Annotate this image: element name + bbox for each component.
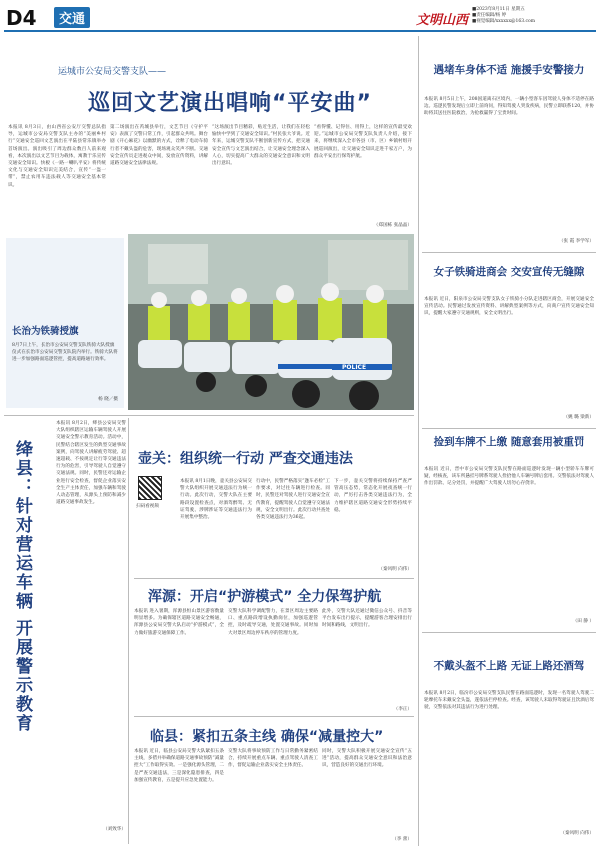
huguan-col-3: 下一步，壶关交警将持续保持严查严管高压态势，常态化开展夜查统一行动，严厉打击各类交通违法行为，全力维护辖区道路交通安全形势持续平稳。: [334, 479, 412, 513]
main-col-4: “看得懂、记得住、用得上，这样的宣传最受欢迎。”运城市公安局交警支队负责人介绍，接下来，将继续深入全市各县（市、区）乡镇村组开展巡回演出，让交通安全知识走进千家万户，为群众平安出行保驾护航。: [314, 125, 412, 159]
photo-credit: 杨 晓／摄: [98, 397, 118, 402]
sidebar-2-byline: （姚 璐 梁新）: [563, 415, 594, 420]
issue-editor: ■责任编辑/杨 婷: [472, 13, 507, 18]
divider: [422, 252, 596, 253]
sidebar-2-headline: 女子铁骑进商会 交安宣传无缝隙: [433, 266, 585, 278]
photo-caption-title: 长治为铁骑授旗: [12, 326, 79, 337]
photo-caption-text: 8月7日上午，长治市公安局交警支队铁骑大队授旗仪式在长治市公安局交警支队院内举行。铁骑大队将进一步加强路面巡逻管控，提高道路通行效率。: [12, 343, 118, 362]
main-col-3: “这场演出节目精彩，贴近生活，让我们在轻松愉快中学到了交通安全知识。”村民张大爷说。近年来，运城交警支队不断创新宣传方式，把交通安全宣传与文艺演出结合，让交通安全理念深入人心，切实提高广大群众的交通安全意识和文明出行意识。: [212, 125, 310, 167]
issue-date: ■2023年8月11日 星期五: [472, 7, 525, 12]
sidebar-4-byline: （秦风明 向伟）: [560, 831, 594, 836]
jiangxian-byline: （刘致华）: [103, 827, 126, 832]
page-number: D4: [6, 6, 37, 30]
newspaper-logo: 文明山西: [416, 13, 469, 28]
divider: [128, 418, 129, 844]
issue-meta: [472, 7, 535, 25]
linxian-col-1: 本报讯 近日，临县公安局交警大队紧扣五条主线，多措并举确保道路交通事故预防“减量控大”工作取得实效。一是强化源头管理，二是严查交通违法，三是深化隐患排查，四是加强宣传教育，五是提升应急处置能力。: [134, 749, 224, 783]
main-col-2: 第二场演出在芮城县举行，文艺节目《守护平安》表演了交警日常工作，引起群众共鸣。舞台剧《开心麻花》以幽默的方式，诠释了电动车骑行者不戴头盔的危害，现场观众笑声不断。交通安全宣传员走进观众中间，发放宣传资料，讲解道路交通安全法律法规。: [110, 125, 208, 167]
huguan-headline: 壶关：组织统一行动 严查交通违法: [138, 451, 353, 467]
sidebar-3-byline: （田 静 ）: [572, 619, 594, 624]
issue-design: ■视觉编辑/xxxxxx@163.com: [472, 19, 536, 24]
sidebar-1-body: 本报讯 8月5日上午，208国道离石区境内，一辆小型客车因驾驶人身体不适停在路边。巡逻民警发现后立即上前询问，得知驾驶人突发疾病，民警立即联系120，并协助将其送往医院救治，为抢救赢得了宝贵时间。: [424, 97, 594, 117]
sidebar-3-body: 本报讯 近日，晋中市公安局交警支队民警在路面巡逻时发现一辆小型轿车车牌可疑，经核查，该车所悬挂号牌系驾驶人捡拾他人车辆号牌后套用。交警依法对驾驶人作出罚款、记分处罚，并提醒广大驾驶人切勿心存侥幸。: [424, 467, 594, 487]
photo-traffic-police: [128, 234, 414, 410]
sidebar-3-headline: 捡到车牌不上缴 随意套用被重罚: [433, 436, 585, 448]
header-rule: [4, 30, 596, 32]
sidebar-1-headline: 遇堵车身体不适 施援手安警接力: [433, 64, 585, 76]
sidebar-4-body: 本报讯 8月2日，临汾市公安局交警支队民警在路面巡逻时，发现一名驾驶人驾驶二轮摩托车未戴安全头盔，遂依法拦停检查。经查，该驾驶人未取得驾驶证且饮酒后驾驶，交警依法对其违法行为进行处理。: [424, 691, 594, 711]
sidebar-2-body: 本报讯 近日，阳泉市公安局交警支队女子铁骑小分队走进辖区商会，开展交通安全宣传活动。民警通过发放宣传资料、讲解典型案例等方式，向商户宣传交通安全知识，提醒大家遵守交通规则，安全文明出行。: [424, 297, 594, 317]
photo-caption-box: [6, 238, 124, 408]
main-byline: （郑国栋 张晶晶）: [373, 223, 412, 228]
jiangxian-headline: 绛县：针对营运车辆 开展警示教育: [12, 440, 32, 733]
divider: [422, 428, 596, 429]
divider: [134, 716, 414, 717]
main-headline: 巡回文艺演出唱响“平安曲”: [88, 91, 372, 116]
motorcycle-squad-image: [128, 234, 414, 410]
section-tag: 交通: [54, 7, 90, 28]
qr-code-icon[interactable]: [138, 476, 162, 500]
hunyuan-byline: （李正）: [393, 707, 412, 712]
huguan-byline: （秦风明 向伟）: [378, 567, 412, 572]
sidebar-divider: [418, 36, 419, 846]
qr-code-label: 扫码看视频: [136, 504, 159, 509]
divider: [4, 415, 414, 416]
police-plate-text: POLICE: [342, 364, 367, 371]
huguan-col-1: 本报讯 8月1日晚，壶关县公安局交警大队组织开展交通违法行为统一行动。此次行动，交警大队在主要路段设置检查点，对酒驾醉驾、无证驾驶、涉牌涉证等交通违法行为开展集中整治。: [180, 479, 252, 521]
hunyuan-col-1: 本报讯 进入暑期，浑源县恒山景区游客数量明显增多。为确保辖区道路交通安全畅通，浑源县公安局交警大队启动“护游模式”，全力做好旅游交通保障工作。: [134, 609, 224, 636]
linxian-byline: （李 蕾）: [392, 837, 412, 842]
main-col-1: 本报讯 8月3日，由山西省公安厅交警总队指导，运城市公安局交警支队主办的“美丽乡村行”交通安全巡回文艺演出在平陆县常乐镇举办首场演出。演出吸引了周边群众数百人前来观看，本次演出以文艺节目为载体，寓教于乐宣传交通安全知识。快板《一路一喇叭平安》将传统文化与交通安全知识完美结合，宣传“一盔一带”，禁止农用车违法载人等交通安全基本常识。: [8, 125, 106, 188]
linxian-col-3: 同时，交警大队积极开展交通安全宣传“五进”活动，提高群众交通安全意识和法治意识，营造良好的交通出行环境。: [322, 749, 412, 769]
hunyuan-headline: 浑源：开启“护游模式” 全力保驾护航: [148, 589, 382, 605]
hunyuan-col-3: 此外，交警大队还通过微信公众号、抖音等平台发布出行提示，提醒游客合理安排出行时间和路线，文明出行。: [322, 609, 412, 629]
huguan-col-2: 行动中，民警严格落实“逢车必检”工作要求，对过往车辆进行检查。同时，民警还对驾驶人进行交通安全宣传教育，提醒驾驶人自觉遵守交通法规，安全文明出行。此次行动共查处各类交通违法行为36起。: [256, 479, 330, 521]
sidebar-1-byline: （张 霞 李学军）: [558, 239, 594, 244]
divider: [134, 578, 414, 579]
jiangxian-body: 本报讯 8月2日，绛县公安局交警大队组织辖区运输车辆驾驶人开展交通安全警示教育活动。活动中，民警结合辖区发生的典型交通事故案例，向驾驶人讲解疲劳驾驶、超速超载、不按规定让行等交通违法行为的危害，引导驾驶人自觉遵守交通法规。同时，民警还对运输企业进行安全检查，督促企业落实安全生产主体责任，加强车辆和驾驶人动态管理，从源头上预防和减少道路交通事故发生。: [56, 421, 126, 506]
hunyuan-col-2: 交警大队科学调配警力，在景区周边主要路口、重点路段增设执勤岗位，加强巡逻管控，及时疏导交通，处置交通事故。同时加大对景区周边停车秩序的管理力度。: [228, 609, 318, 636]
linxian-col-2: 交警大队将事故预防工作与日常勤务紧密结合，持续开展重点车辆、重点驾驶人清查工作，督促运输企业落实安全主体责任。: [228, 749, 318, 769]
sidebar-4-headline: 不戴头盔不上路 无证上路还酒驾: [433, 660, 585, 672]
divider: [422, 632, 596, 633]
main-kicker: 运城市公安局交警支队——: [58, 67, 167, 77]
linxian-headline: 临县：紧扣五条主线 确保“减量控大”: [150, 729, 384, 745]
